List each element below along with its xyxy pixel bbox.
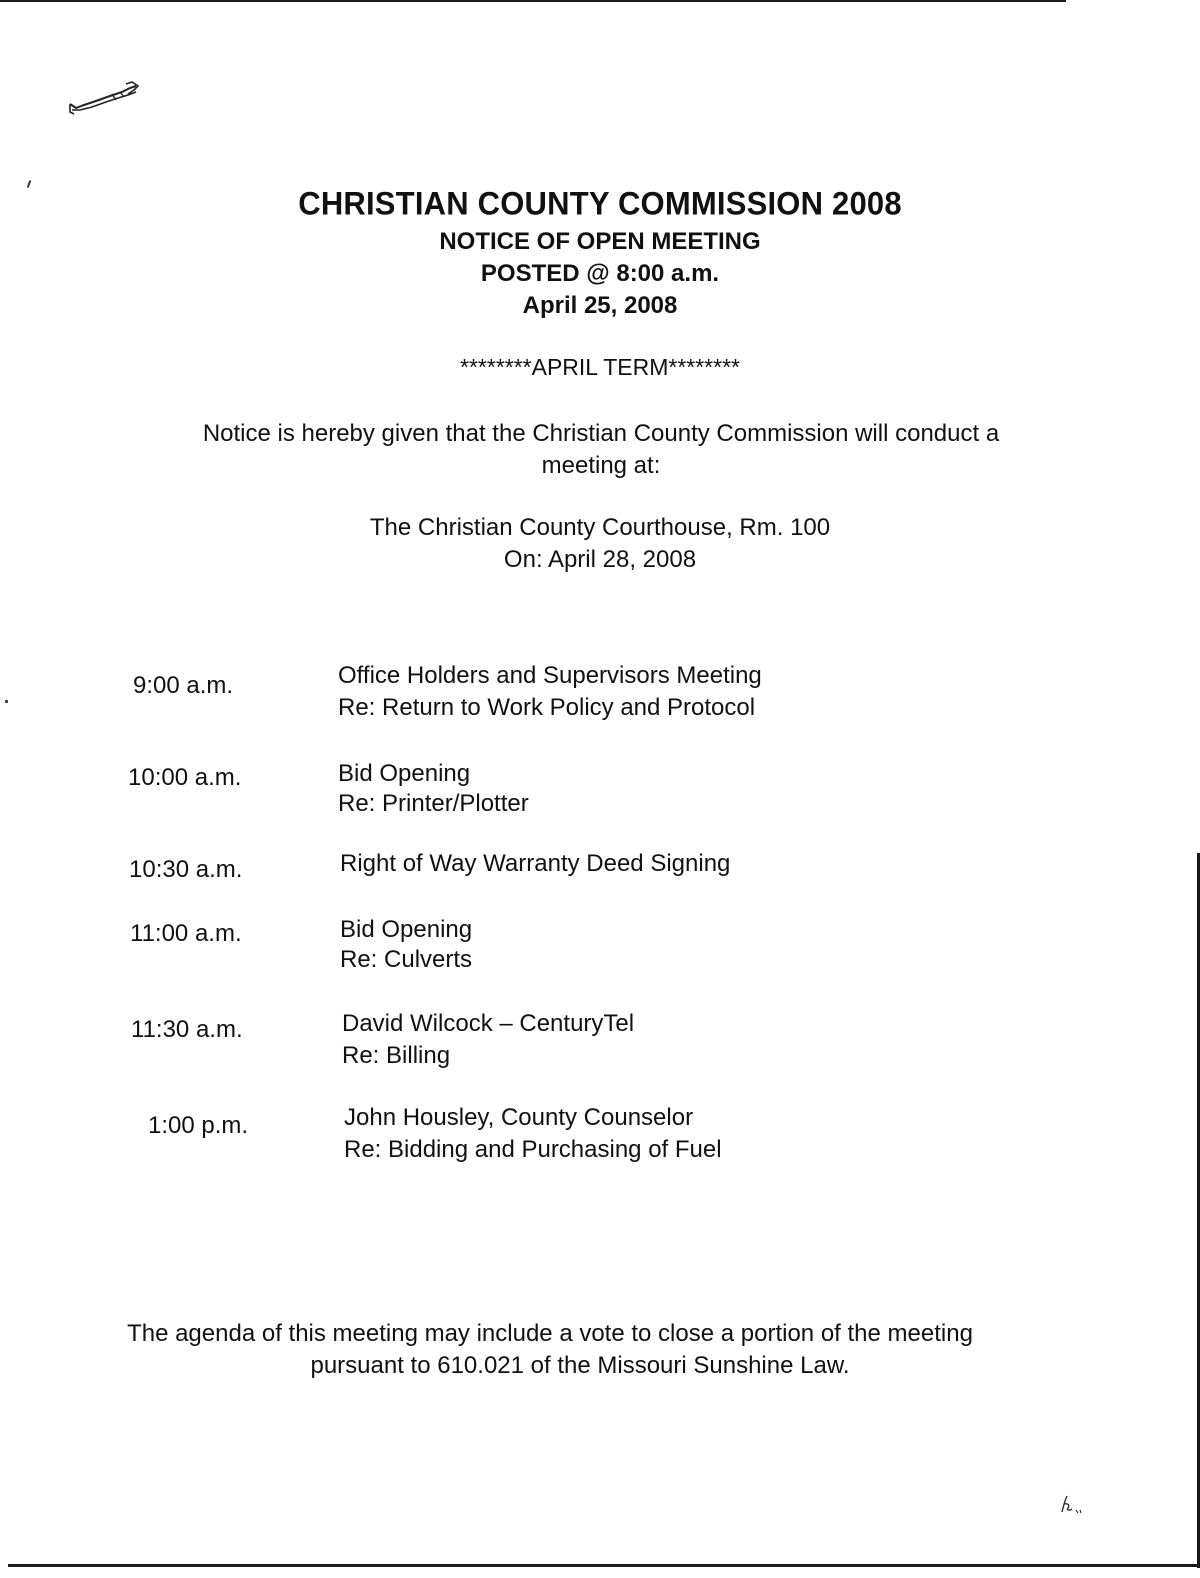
posted-date: April 25, 2008 [522, 292, 678, 319]
agenda-time: 10:30 a.m. [129, 856, 243, 883]
agenda-time: 10:00 a.m. [128, 764, 242, 791]
agenda-title: David Wilcock – CenturyTel [342, 1010, 635, 1037]
footer-line: pursuant to 610.021 of the Missouri Sunshine Law. [310, 1352, 850, 1379]
agenda-subject: Re: Billing [342, 1042, 451, 1069]
meeting-date-line: On: April 28, 2008 [503, 546, 697, 573]
agenda-title: Bid Opening [340, 916, 473, 943]
agenda-title: Office Holders and Supervisors Meeting [338, 662, 762, 689]
scan-border-top [0, 0, 1066, 2]
agenda-time: 9:00 a.m. [133, 672, 234, 699]
notice-line: Notice is hereby given that the Christian County Commission will conduct a [202, 420, 1000, 447]
agenda-time: 11:00 a.m. [130, 920, 242, 947]
document-title: CHRISTIAN COUNTY COMMISSION 2008 [298, 185, 902, 222]
notice-heading: NOTICE OF OPEN MEETING [439, 228, 761, 255]
agenda-title: Bid Opening [338, 760, 471, 787]
pen-scribble-icon [66, 80, 142, 116]
agenda-title: John Housley, County Counselor [344, 1104, 694, 1131]
scan-border-bottom [8, 1564, 1200, 1567]
agenda-subject: Re: Culverts [340, 946, 473, 973]
agenda-time: 1:00 p.m. [148, 1112, 249, 1139]
scan-speck [5, 700, 8, 703]
handwritten-initials-icon [1058, 1494, 1086, 1516]
sunshine-law-notice [40, 1318, 1060, 1382]
location-line: The Christian County Courthouse, Rm. 100 [369, 514, 831, 541]
term-banner: ********APRIL TERM******** [460, 354, 740, 380]
footer-line: The agenda of this meeting may include a vote to close a portion of the meeting [127, 1320, 973, 1347]
notice-line: meeting at: [541, 452, 661, 479]
posted-time: POSTED @ 8:00 a.m. [480, 260, 720, 287]
agenda-subject: Re: Printer/Plotter [338, 790, 529, 817]
agenda-title: Right of Way Warranty Deed Signing [340, 850, 731, 877]
meeting-location [0, 512, 1200, 576]
agenda-time: 11:30 a.m. [131, 1016, 243, 1043]
agenda-subject: Re: Bidding and Purchasing of Fuel [344, 1136, 722, 1163]
notice-paragraph [120, 418, 1082, 482]
agenda-subject: Re: Return to Work Policy and Protocol [338, 694, 756, 721]
